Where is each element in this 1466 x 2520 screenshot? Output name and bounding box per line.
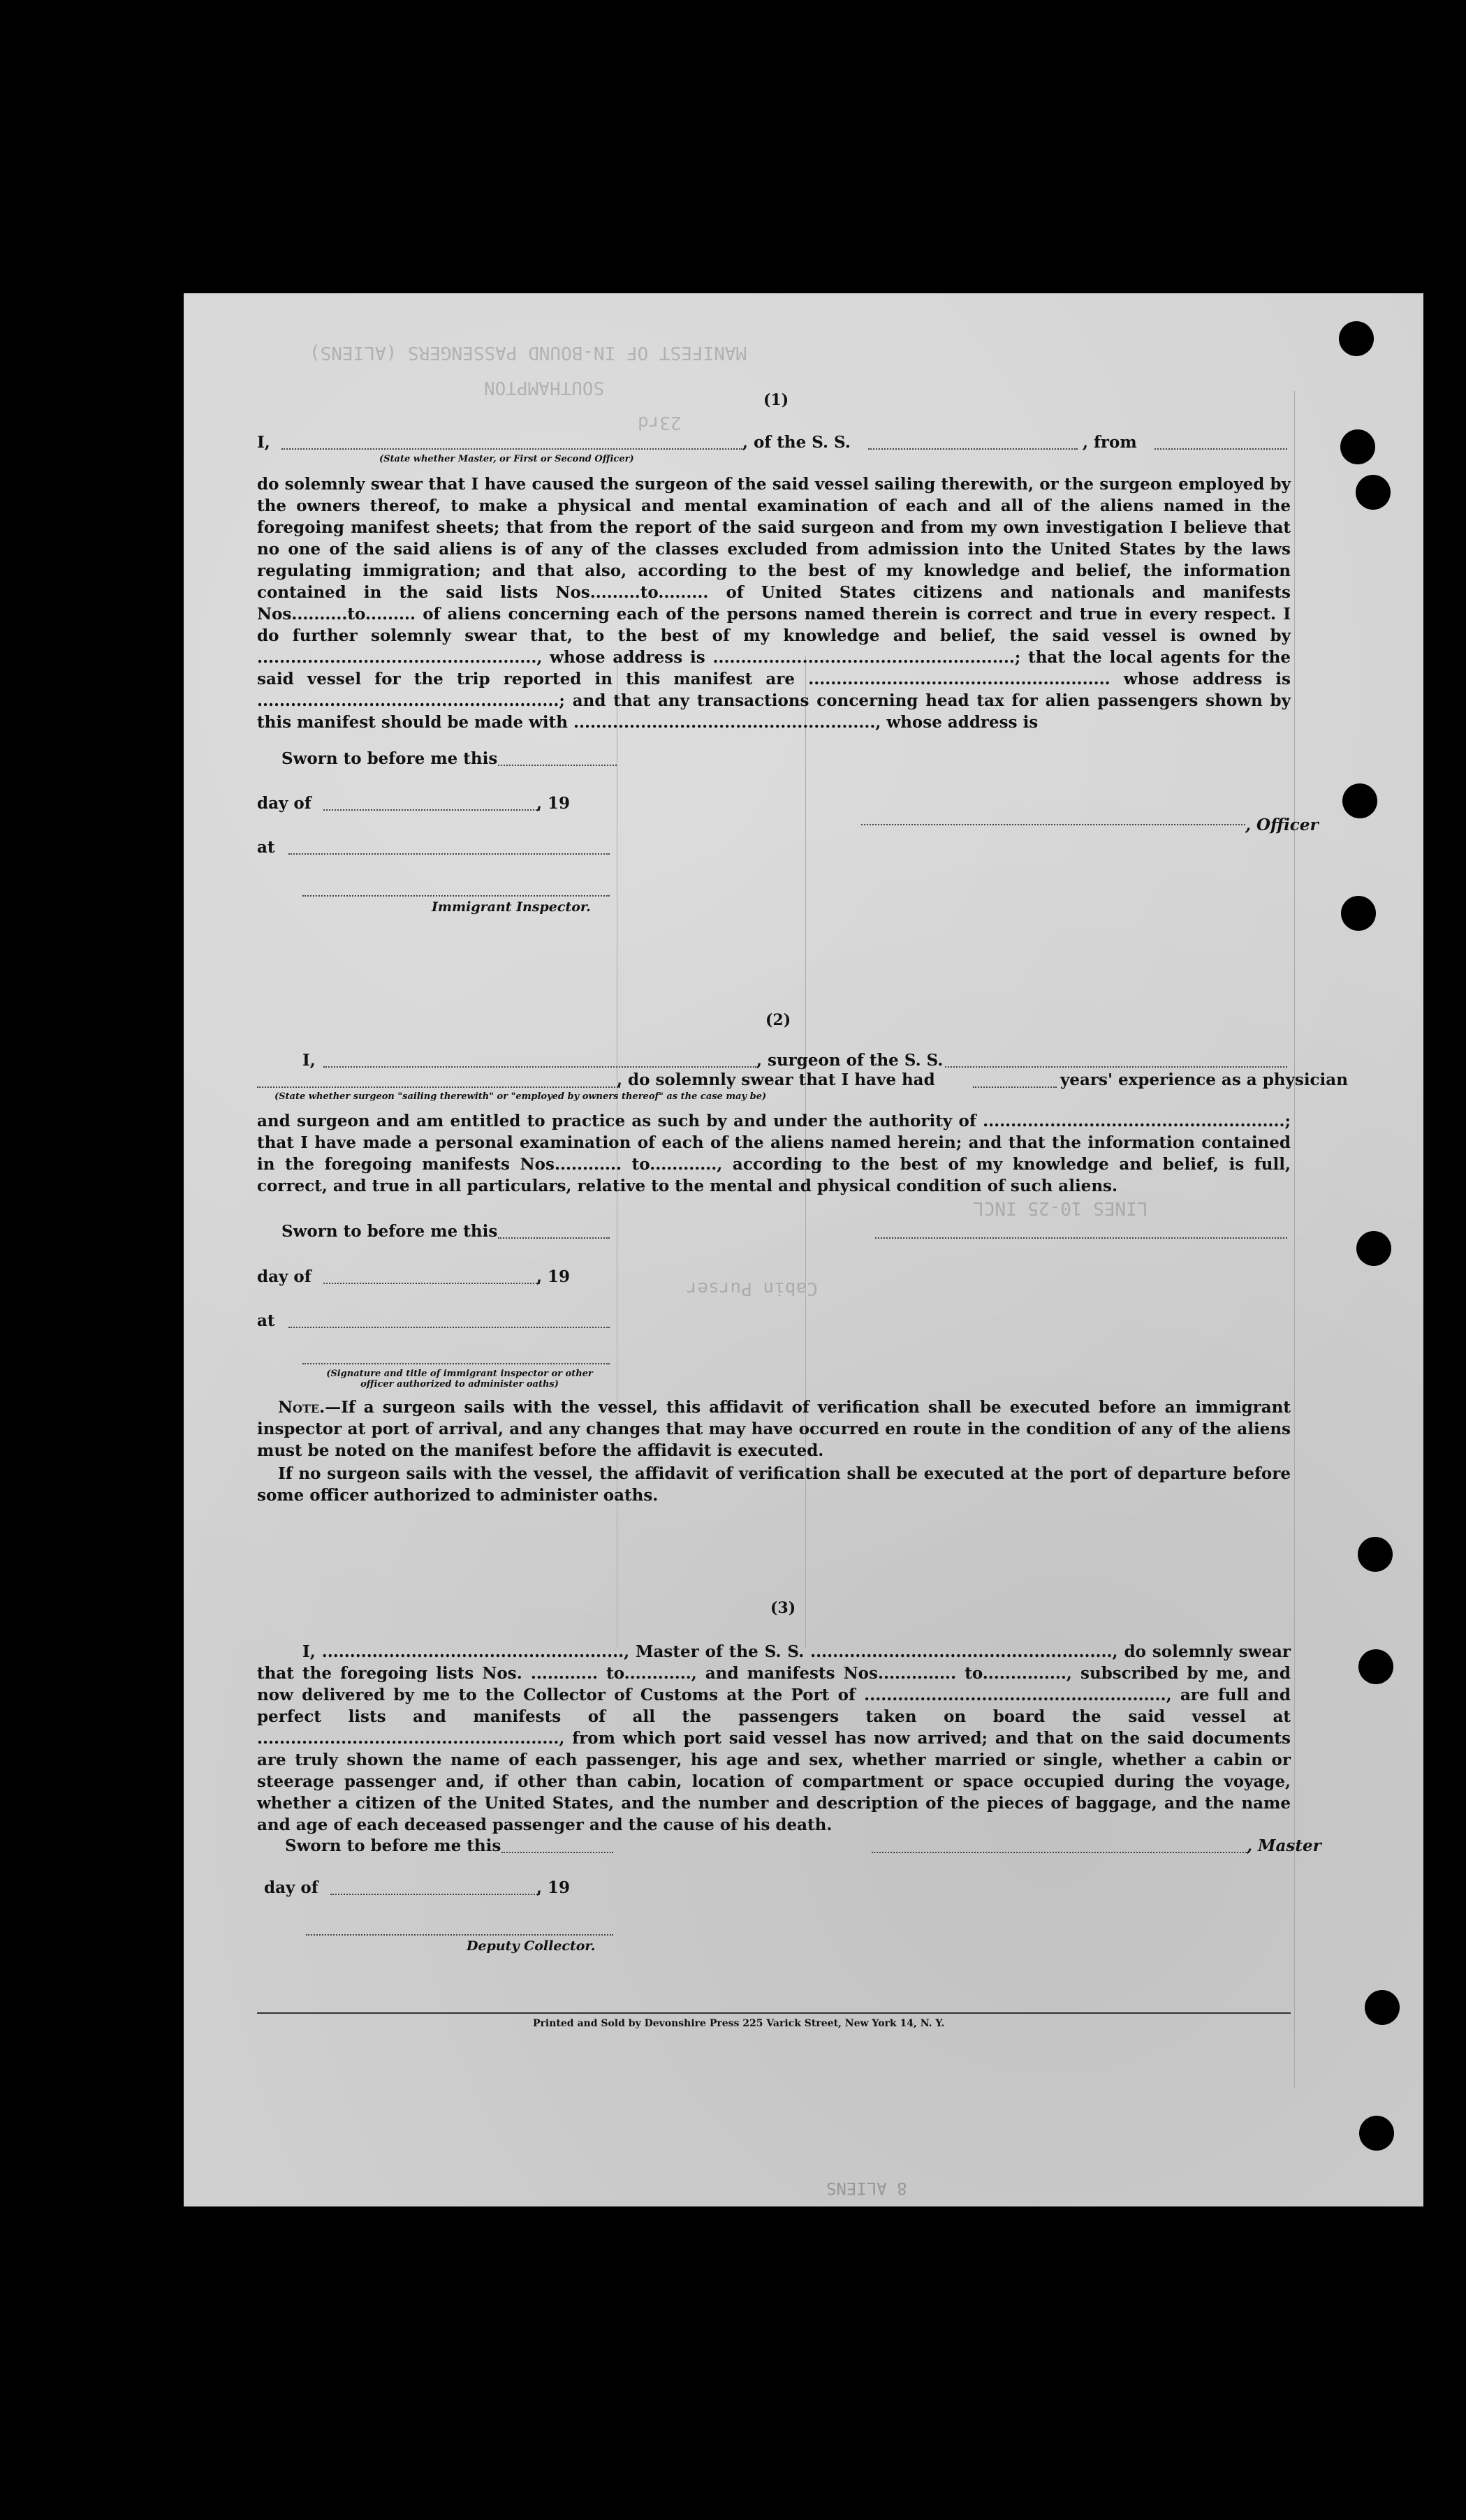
affidavit2-note2: If no surgeon sails with the vessel, the affidavit of verification shall be executed at the port of departure before some officer authorized to administer oaths. [257, 1464, 1291, 1505]
manifest-page [184, 293, 1423, 2206]
bleed-through-sailing: SOUTHAMPTON [484, 377, 605, 398]
bleed-through-cabin: Cabin Purser [687, 1278, 818, 1299]
affidavit2-caption: (State whether surgeon "sailing therewith" or "employed by owners thereof" as the case may be) [274, 1091, 767, 1102]
affidavit2-surgeon-of: , surgeon of the S. S. [756, 1051, 944, 1070]
punch-hole [1341, 896, 1376, 931]
section-number-2: (2) [765, 1011, 791, 1029]
bleed-through-bottom: 8 ALIENS [826, 2179, 907, 2198]
affidavit2-lead: I, [302, 1051, 316, 1070]
affidavit1-at: at [257, 838, 275, 857]
affidavit1-sworn: Sworn to before me this [281, 749, 498, 768]
affidavit2-at: at [257, 1311, 275, 1330]
note-label: Note. [278, 1398, 325, 1417]
punch-hole [1340, 429, 1375, 464]
affidavit2-sworn: Sworn to before me this [281, 1222, 498, 1241]
affidavit3-year: , 19 [536, 1878, 571, 1897]
affidavit1-of-ss: , of the S. S. [742, 433, 851, 452]
affidavit3-sworn: Sworn to before me this [285, 1836, 501, 1855]
affidavit1-caption: (State whether Master, or First or Second Officer) [379, 454, 634, 464]
punch-hole [1358, 1649, 1393, 1684]
affidavit2-day-of: day of [257, 1267, 311, 1286]
punch-hole [1358, 1537, 1393, 1572]
affidavit2-body: and surgeon and am entitled to practice as such by and under the authority of ......................................................; that I have made a personal examination of each of the aliens named herein; and that the information contained in the foregoing manifests Nos............ to............, according to the best of my knowledge and belief, is full, correct, and true in all particulars, relative to the mental and physical condition of such aliens. [257, 1112, 1291, 1195]
affidavit2-year: , 19 [536, 1267, 571, 1286]
affidavit3-master: , Master [1247, 1836, 1321, 1855]
punch-hole [1359, 2116, 1394, 2151]
affidavit2-swear: , do solemnly swear that I have had [617, 1070, 935, 1089]
note-text: —If a surgeon sails with the vessel, this affidavit of verification shall be executed before an immigrant inspector at port of arrival, and any changes that may have occurred en route in the condition of any of the aliens must be noted on the manifest before the affidavit is executed. [257, 1398, 1291, 1460]
affidavit1-lead: I, [257, 433, 270, 452]
punch-hole [1365, 1990, 1400, 2025]
affidavit3-body: I, ......................................................, Master of the S. S. ......................................................, do solemnly swear that the foregoing lists Nos. ............ to............, and manifests Nos.............. to..............., subscribed by me, and now delivered by me to the Collector of Customs at the Port of ......................................................, are full and perfect lists and manifests of all the passengers taken on board the said vessel at ......................................................, from which port said vessel has now arrived; and that on the said documents are truly shown the name of each passenger, his age and sex, whether married or single, whether a cabin or steerage passenger and, if other than cabin, location of compartment or space occupied during the voyage, whether a citizen of the United States, and the number and description of the pieces of baggage, and the name and age of each deceased passenger and the cause of his death. [257, 1642, 1291, 1834]
bleed-through-date: 23rd [638, 412, 682, 433]
affidavit1-body: do solemnly swear that I have caused the surgeon of the said vessel sailing therewith, or the surgeon employed by the owners thereof, to make a physical and mental examination of each and all of the aliens named in the foregoing manifest sheets; that from the report of the said surgeon and from my own investigation I believe that no one of the said aliens is of any of the classes excluded from admission into the United States by the laws regulating immigration; and that also, according to the best of my knowledge and belief, the information contained in the said lists Nos.........to......... of United States citizens and nationals and manifests Nos..........to......... of aliens concerning each of the persons named therein is correct and true in every respect. I do further solemnly swear that, to the best of my knowledge and belief, the said vessel is owned by .................................................., whose address is ......................................................; that the local agents for the said vessel for the trip reported in this manifest are ...................................................... whose address is ......................................................; and that any transactions concerning head tax for alien passengers shown by this manifest should be made with ......................................................, whose address is [257, 475, 1291, 732]
affidavit2-years: years' experience as a physician [1060, 1070, 1348, 1089]
punch-hole [1342, 783, 1377, 818]
affidavit1-officer: , Officer [1245, 816, 1319, 834]
affidavit1-day-of: day of [257, 794, 311, 813]
affidavit1-year: , 19 [536, 794, 571, 813]
affidavit1-inspector: Immigrant Inspector. [432, 899, 591, 915]
section-number-1: (1) [763, 391, 789, 409]
affidavit3-day-of: day of [264, 1878, 318, 1897]
printer-imprint: Printed and Sold by Devonshire Press 225 Varick Street, New York 14, N. Y. [533, 2018, 945, 2029]
punch-hole [1356, 475, 1391, 510]
punch-hole [1339, 321, 1374, 356]
affidavit2-note [257, 1397, 1291, 1461]
section-number-3: (3) [770, 1599, 796, 1617]
bleed-through-header: MANIFEST OF IN-BOUND PASSENGERS (ALIENS) [309, 342, 747, 363]
punch-hole [1356, 1231, 1391, 1266]
bleed-through-lines: LINES 10-25 INCL [973, 1198, 1148, 1218]
affidavit1-from: , from [1083, 433, 1137, 452]
affidavit3-collector: Deputy Collector. [467, 1938, 596, 1954]
affidavit2-signature-caption: (Signature and title of immigrant inspector or other officer authorized to administer oaths) [326, 1369, 593, 1390]
